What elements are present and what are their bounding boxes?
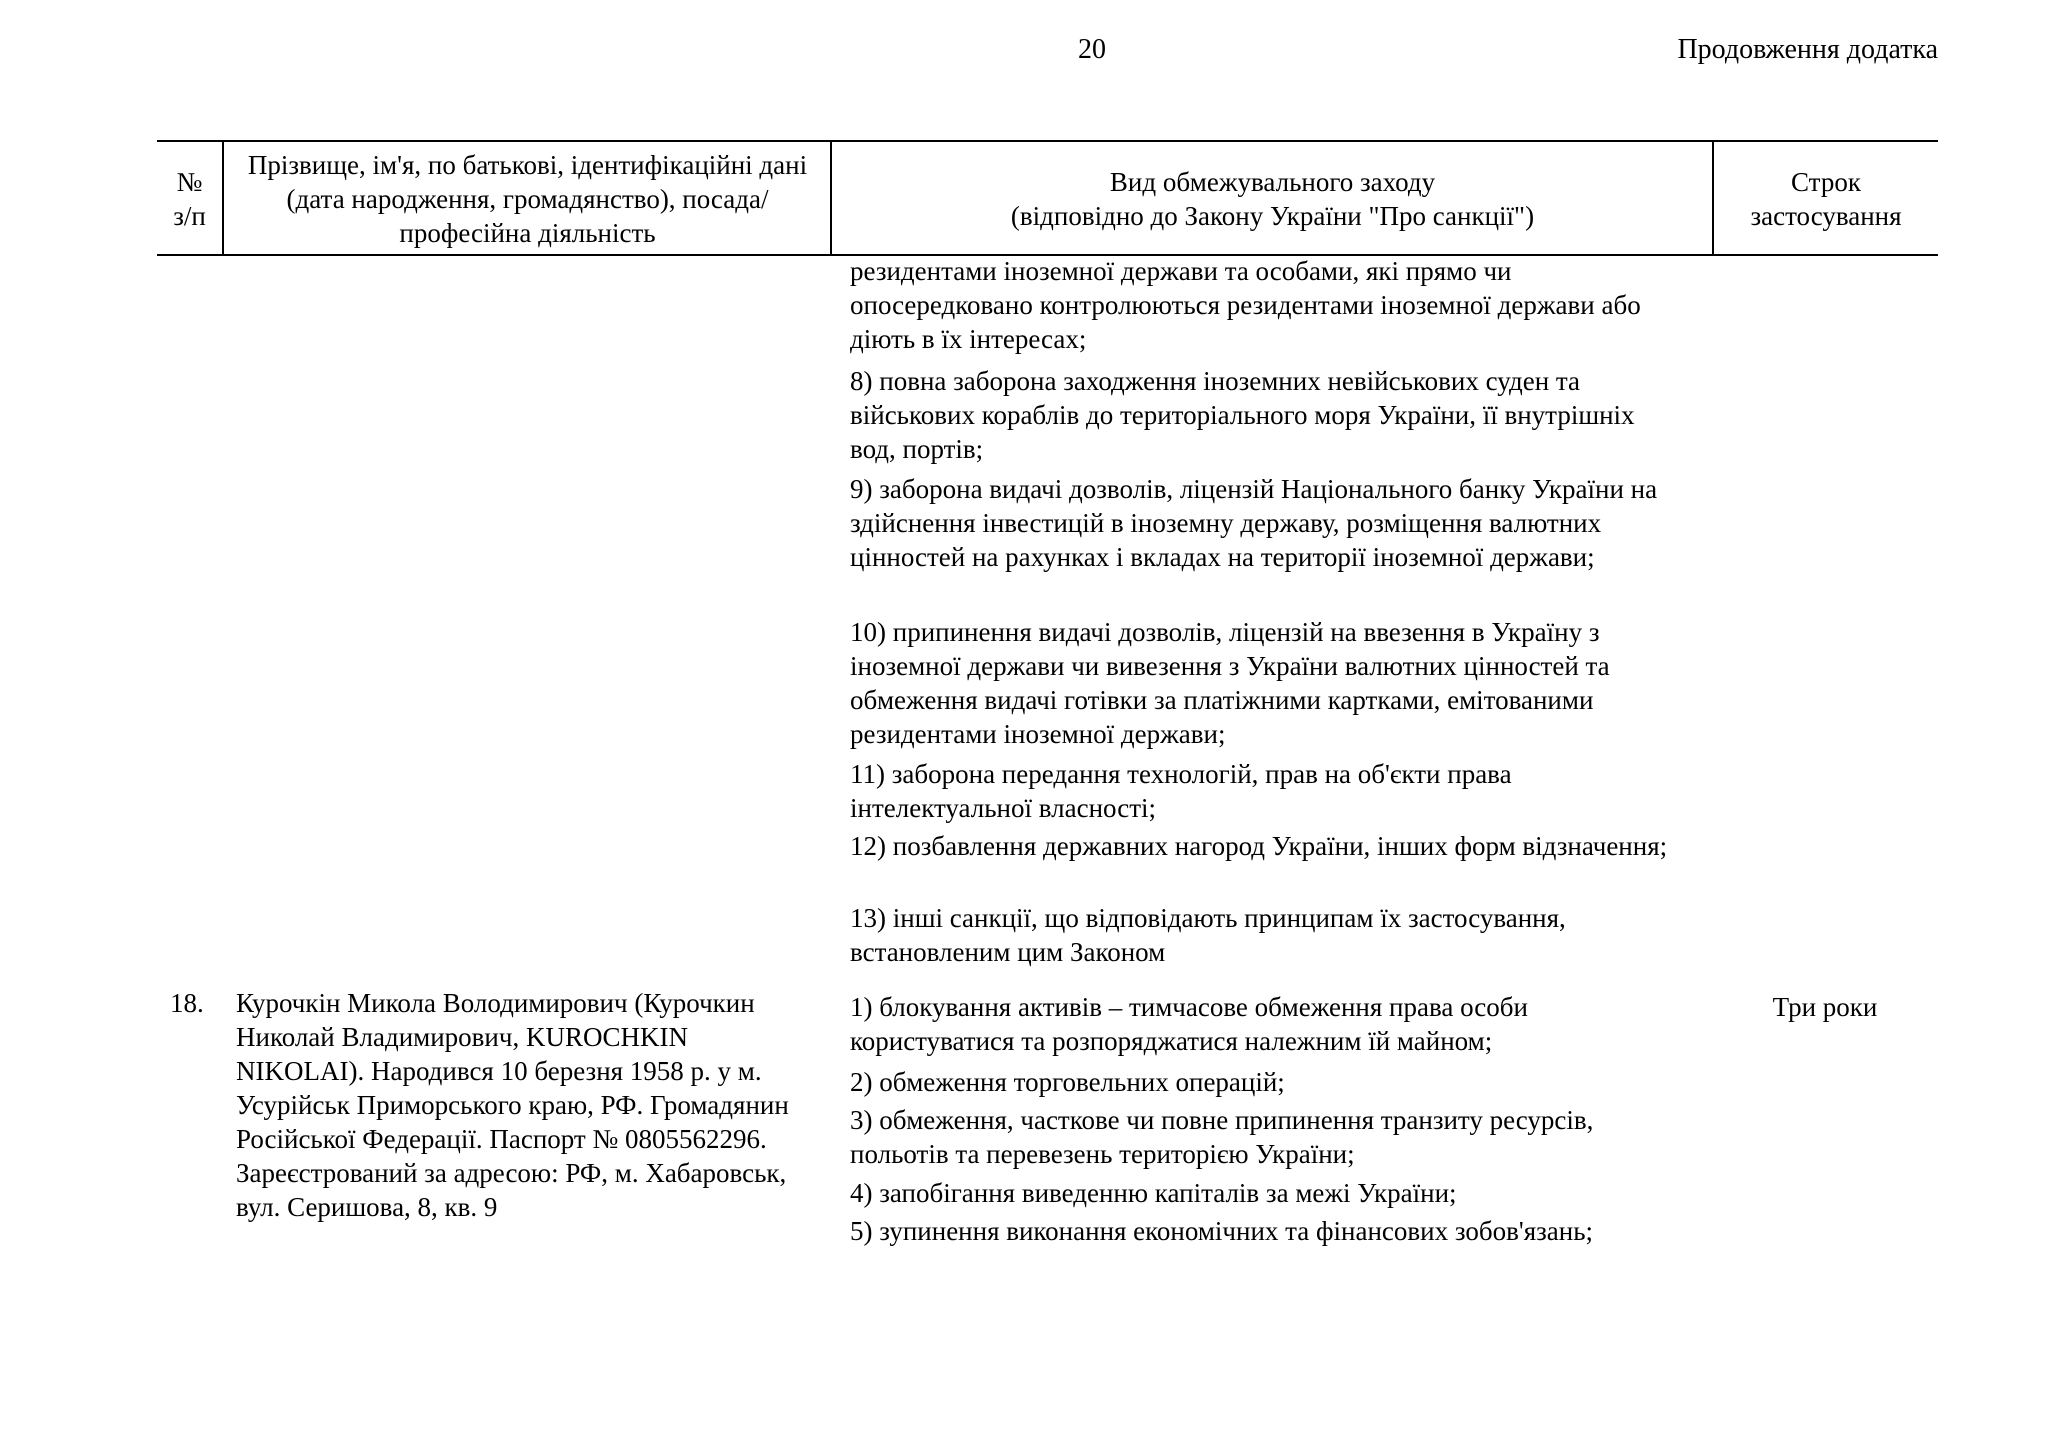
- measure-item: 1) блокування активів – тимчасове обмеження права особи користуватися та розпоряджатися належним їй майном;: [850, 992, 1528, 1056]
- measure-item: 10) припинення видачі дозволів, ліцензій на ввезення в Україну з іноземної держави чи вивезення з України валютних цінностей та обмеження видачі готівки за платіжними картками, емітованими резидентами іноземної держави;: [850, 617, 1610, 749]
- measure-item: резидентами іноземної держави та особами, які прямо чи опосередковано контролюються резидентами іноземної держави або діють в їх інтересах;: [850, 256, 1641, 354]
- row-number: 18.: [170, 988, 204, 1018]
- table-top-border: [157, 140, 1938, 142]
- measure-item: 13) інші санкції, що відповідають принципам їх застосування, встановленим цим Законом: [850, 903, 1566, 967]
- header-person: Прізвище, ім'я, по батькові, ідентифікаційні дані (дата народження, громадянство), посада/професійна діяльність: [247, 150, 808, 248]
- term-value: Три роки: [1772, 992, 1878, 1022]
- measure-item: 8) повна заборона заходження іноземних невійськових суден та військових кораблів до територіального моря України, її внутрішніх вод, портів;: [850, 366, 1635, 464]
- measure-item: 5) зупинення виконання економічних та фінансових зобов'язань;: [850, 1216, 1594, 1246]
- header-measure: Вид обмежувального заходу (відповідно до Закону України "Про санкції"): [1010, 167, 1535, 231]
- measure-item: 2) обмеження торговельних операцій;: [850, 1067, 1285, 1097]
- page-number: 20: [1078, 34, 1106, 65]
- header-divider-1: [222, 140, 224, 256]
- measure-item: 12) позбавлення державних нагород України, інших форм відзначення;: [850, 831, 1668, 861]
- header-term: Строк застосування: [1750, 167, 1902, 231]
- continuation-label: Продовження додатка: [1677, 34, 1938, 65]
- header-divider-2: [830, 140, 832, 256]
- person-details: Курочкін Микола Володимирович (Курочкин Николай Владимирович, KUROCHKIN NIKOLAI). Народився 10 березня 1958 р. у м. Усурійськ Приморського краю, РФ. Громадянин Російської Федерації. Паспорт № 0805562296. Зареєстрований за адресою: РФ, м. Хабаровськ, вул. Серишова, 8, кв. 9: [236, 988, 789, 1222]
- header-number: № з/п: [173, 167, 206, 231]
- measure-item: 3) обмеження, часткове чи повне припинення транзиту ресурсів, польотів та перевезень територією України;: [850, 1105, 1594, 1169]
- measure-item: 11) заборона передання технологій, прав на об'єкти права інтелектуальної власності;: [850, 759, 1512, 823]
- measure-item: 9) заборона видачі дозволів, ліцензій Національного банку України на здійснення інвестицій в іноземну державу, розміщення валютних цінностей на рахунках і вкладах на території іноземної держави;: [850, 474, 1658, 572]
- measure-item: 4) запобігання виведенню капіталів за межі України;: [850, 1178, 1457, 1208]
